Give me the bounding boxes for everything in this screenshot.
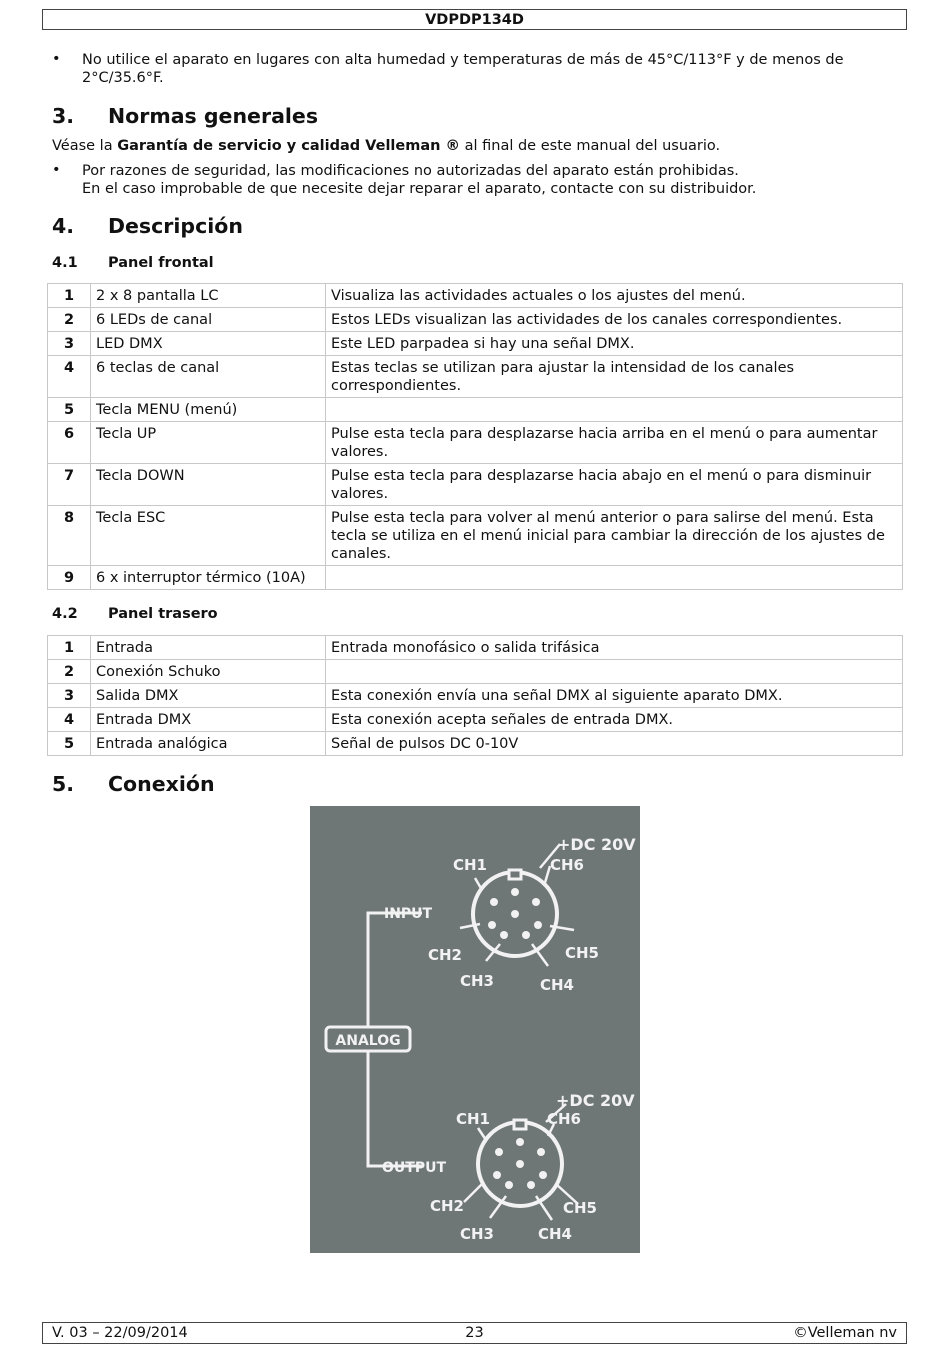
section-3-paragraph [52, 138, 902, 154]
table-row [48, 566, 903, 590]
output-ch1-label: CH1 [456, 1110, 490, 1128]
item-number: 3 [48, 684, 91, 708]
item-description [326, 566, 903, 590]
item-number: 2 [48, 660, 91, 684]
section-3-title: Normas generales [108, 104, 319, 128]
para-suffix: al final de este manual del usuario. [460, 138, 721, 154]
table-row [48, 308, 903, 332]
item-number: 1 [48, 636, 91, 660]
item-name: 6 teclas de canal [91, 356, 326, 398]
item-number: 2 [48, 308, 91, 332]
item-description [326, 398, 903, 422]
item-description: Esta conexión acepta señales de entrada DMX. [326, 708, 903, 732]
footer-version: V. 03 – 22/09/2014 [52, 1325, 188, 1341]
item-number: 9 [48, 566, 91, 590]
table-row [48, 684, 903, 708]
item-description: Esta conexión envía una señal DMX al siguiente aparato DMX. [326, 684, 903, 708]
item-number: 4 [48, 356, 91, 398]
table-row [48, 356, 903, 398]
item-description: Estos LEDs visualizan las actividades de los canales correspondientes. [326, 308, 903, 332]
input-ch5-label: CH5 [565, 944, 599, 962]
item-name: Entrada [91, 636, 326, 660]
input-ch2-label: CH2 [428, 946, 462, 964]
output-ch5-label: CH5 [563, 1199, 597, 1217]
item-name: Entrada analógica [91, 732, 326, 756]
item-description: Este LED parpadea si hay una señal DMX. [326, 332, 903, 356]
section-3-number: 3. [52, 104, 75, 128]
table-row [48, 708, 903, 732]
front-panel-table [47, 283, 903, 590]
input-ch3-label: CH3 [460, 972, 494, 990]
item-name: Tecla ESC [91, 506, 326, 566]
warranty-reference: Garantía de servicio y calidad Velleman ® [117, 138, 460, 154]
item-description: Pulse esta tecla para volver al menú anterior o para salirse del menú. Esta tecla se utiliza en el menú inicial para cambiar la dirección de los ajustes de canales. [326, 506, 903, 566]
table-row [48, 332, 903, 356]
section-4-heading [52, 214, 243, 238]
item-number: 7 [48, 464, 91, 506]
para-prefix: Véase la [52, 138, 118, 154]
item-number: 6 [48, 422, 91, 464]
bullet-dot: • [52, 162, 61, 178]
bullet-dot: • [52, 51, 61, 67]
table-row [48, 506, 903, 566]
item-name: Conexión Schuko [91, 660, 326, 684]
item-number: 5 [48, 398, 91, 422]
item-name: Tecla DOWN [91, 464, 326, 506]
item-description: Visualiza las actividades actuales o los ajustes del menú. [326, 284, 903, 308]
subsection-4-2-heading [52, 606, 218, 622]
item-name: Salida DMX [91, 684, 326, 708]
section-5-heading [52, 772, 215, 796]
item-name: 6 x interruptor térmico (10A) [91, 566, 326, 590]
safety-bullet-line-1: Por razones de seguridad, las modificaciones no autorizadas del aparato están prohibidas. [82, 163, 739, 179]
output-ch3-label: CH3 [460, 1225, 494, 1243]
header-model: VDPDP134D [425, 12, 524, 28]
item-name: Tecla MENU (menú) [91, 398, 326, 422]
section-4-title: Descripción [108, 214, 243, 238]
section-4-number: 4. [52, 214, 75, 238]
safety-bullet-line-2: En el caso improbable de que necesite dejar reparar el aparato, contacte con su distribuidor. [82, 181, 757, 197]
intro-bullet-text: No utilice el aparato en lugares con alta humedad y temperaturas de más de 45°C/113°F y de menos de 2°C/35.6°F. [82, 52, 844, 86]
subsection-4-1-title: Panel frontal [108, 255, 214, 271]
input-label: INPUT [384, 906, 433, 922]
item-description: Pulse esta tecla para desplazarse hacia arriba en el menú o para aumentar valores. [326, 422, 903, 464]
footer-page-number: 23 [465, 1325, 484, 1341]
input-ch6-label: CH6 [550, 856, 584, 874]
table-row [48, 660, 903, 684]
safety-bullet [82, 162, 902, 198]
item-number: 4 [48, 708, 91, 732]
subsection-4-2-title: Panel trasero [108, 606, 218, 622]
output-ch4-label: CH4 [538, 1225, 572, 1243]
analog-label: ANALOG [335, 1033, 401, 1049]
section-5-number: 5. [52, 772, 75, 796]
item-number: 8 [48, 506, 91, 566]
output-dc-label: +DC 20V [556, 1091, 635, 1110]
item-description: Entrada monofásico o salida trifásica [326, 636, 903, 660]
input-ch4-label: CH4 [540, 976, 574, 994]
subsection-4-1-heading [52, 255, 214, 271]
page-footer [42, 1322, 907, 1344]
input-dc-label: +DC 20V [557, 835, 636, 854]
item-name: LED DMX [91, 332, 326, 356]
table-row [48, 422, 903, 464]
item-description [326, 660, 903, 684]
item-description: Señal de pulsos DC 0-10V [326, 732, 903, 756]
connection-photo [310, 806, 640, 1253]
item-name: 6 LEDs de canal [91, 308, 326, 332]
item-name: 2 x 8 pantalla LC [91, 284, 326, 308]
table-row [48, 732, 903, 756]
footer-copyright: ©Velleman nv [793, 1325, 897, 1341]
input-ch1-label: CH1 [453, 856, 487, 874]
item-description: Pulse esta tecla para desplazarse hacia abajo en el menú o para disminuir valores. [326, 464, 903, 506]
output-ch2-label: CH2 [430, 1197, 464, 1215]
table-row [48, 636, 903, 660]
item-number: 1 [48, 284, 91, 308]
subsection-4-2-number: 4.2 [52, 606, 78, 622]
output-label: OUTPUT [382, 1160, 446, 1176]
item-description: Estas teclas se utilizan para ajustar la intensidad de los canales correspondientes. [326, 356, 903, 398]
table-row [48, 464, 903, 506]
item-number: 5 [48, 732, 91, 756]
table-row [48, 284, 903, 308]
table-row [48, 398, 903, 422]
item-name: Entrada DMX [91, 708, 326, 732]
item-name: Tecla UP [91, 422, 326, 464]
subsection-4-1-number: 4.1 [52, 255, 78, 271]
item-number: 3 [48, 332, 91, 356]
section-3-heading [52, 104, 318, 128]
connection-diagram [310, 806, 640, 1253]
rear-panel-table [47, 635, 903, 756]
section-5-title: Conexión [108, 772, 215, 796]
page-header [42, 9, 907, 30]
output-ch6-label: CH6 [547, 1110, 581, 1128]
